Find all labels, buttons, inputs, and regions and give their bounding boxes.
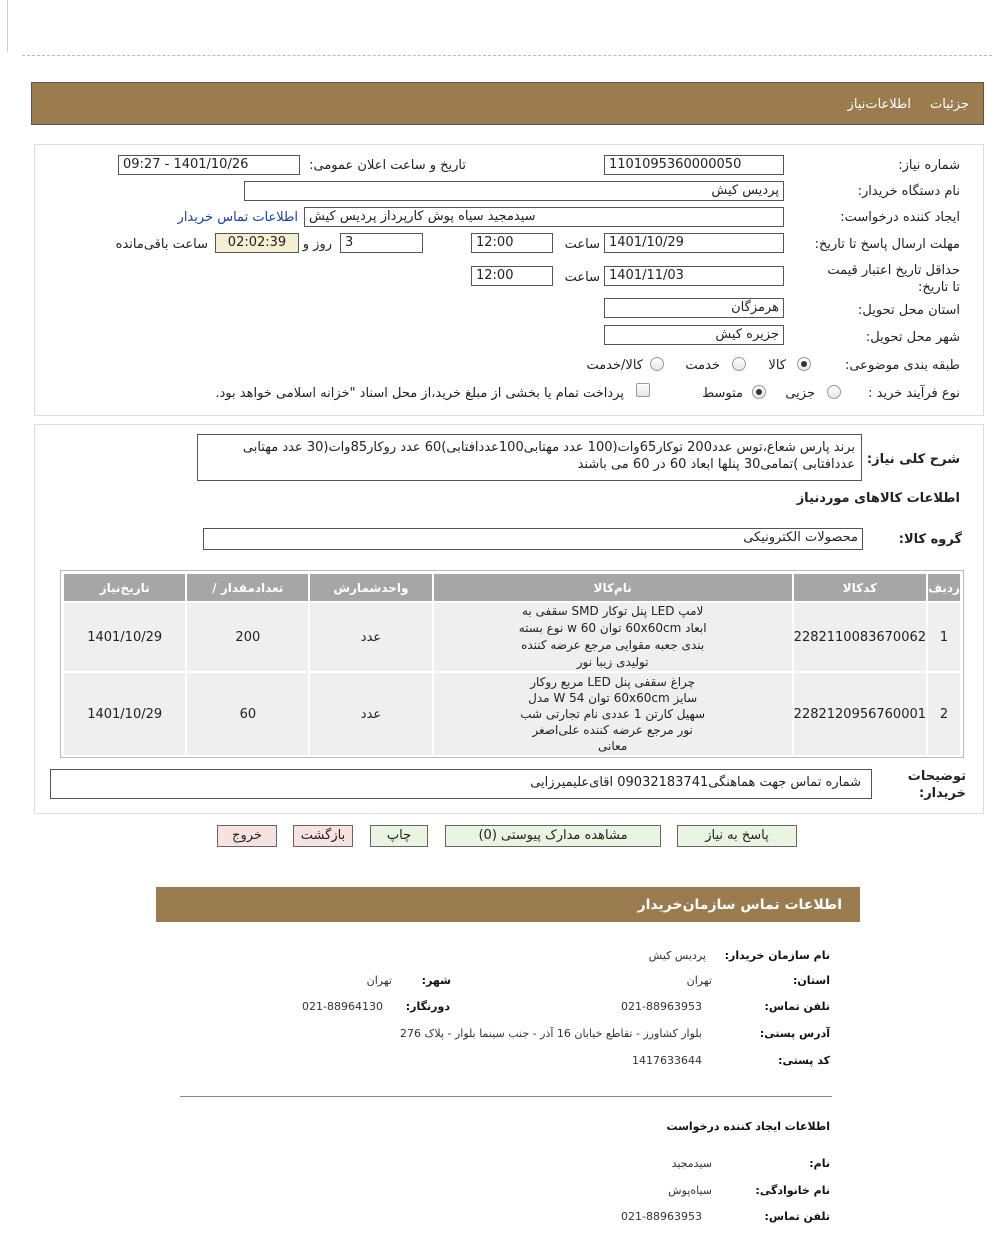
requester-last-label: نام خانوادگی: <box>755 1184 830 1197</box>
cat-goods-service-label: کالا/خدمت <box>586 358 643 373</box>
org-address-label: آدرس پستی: <box>759 1027 830 1040</box>
back-button[interactable]: بازگشت <box>293 825 353 847</box>
org-province: تهران <box>686 974 712 987</box>
deadline-time-field: 12:00 <box>471 233 553 253</box>
col-row-header: ردیف <box>927 573 961 602</box>
row-name-cell <box>433 602 793 672</box>
validity-date-field: 1401/11/03 <box>604 266 784 286</box>
org-postal-label: کد پستی: <box>778 1054 830 1067</box>
org-fax: 021-88964130 <box>302 1000 383 1013</box>
remaining-label: ساعت باقی‌مانده <box>115 237 208 252</box>
goods-table <box>62 572 962 757</box>
requester-phone-label: تلفن تماس: <box>764 1210 830 1223</box>
org-contact-header <box>156 887 860 922</box>
org-address: بلوار کشاورز - تقاطع خیابان 16 آذر - جنب سینما بلوار - پلاک 276 <box>400 1027 702 1040</box>
org-name: پردیس کیش <box>648 949 706 962</box>
buyer-org-field: پردیس کیش <box>244 181 784 201</box>
creator-field: سیدمجید سیاه پوش کارپرداز پردیس کیش <box>304 207 784 227</box>
proc-partial-label: جزیی <box>785 386 815 401</box>
summary-field: برند پارس شعاع،توس عدد200 توکار65وات(100 عدد مهتابی100عددافتابی)60 عدد روکار85وات(30 عدد مهتابی عددافتابی )تمامی30 پنلها ابعاد 60 در 60 می باشند <box>197 434 862 481</box>
cat-goods-service-radio[interactable] <box>650 357 664 371</box>
city-label: شهر محل تحویل: <box>865 330 960 345</box>
col-code-header: کدکالا <box>793 573 927 602</box>
org-name-label: نام سازمان خریدار: <box>724 949 830 962</box>
top-nav-bar <box>31 82 984 125</box>
row-date: 1401/10/29 <box>63 602 186 672</box>
announce-field: 1401/10/26 - 09:27 <box>118 155 300 175</box>
print-button[interactable]: چاپ <box>370 825 428 847</box>
row-code: 2282120956760001 <box>793 672 927 756</box>
col-name-header: نام‌کالا <box>433 573 793 602</box>
buyer-notes-label: توضیحات خریدار: <box>907 769 966 801</box>
summary-label: شرح کلی نیاز: <box>866 452 960 467</box>
category-label: طبقه بندی موضوعی: <box>844 358 960 373</box>
org-city: تهران <box>366 974 392 987</box>
requester-first-label: نام: <box>809 1157 830 1170</box>
reply-button[interactable]: پاسخ به نیاز <box>677 825 797 847</box>
validity-hour-label: ساعت <box>564 270 600 285</box>
days-label: روز و <box>302 237 332 252</box>
exit-button[interactable]: خروج <box>217 825 277 847</box>
city-field: جزیره کیش <box>604 325 784 345</box>
requester-phone: 021-88963953 <box>621 1210 702 1223</box>
cat-service-radio[interactable] <box>732 357 746 371</box>
row-unit: عدد <box>309 672 432 756</box>
row-unit: عدد <box>309 602 432 672</box>
org-phone: 021-88963953 <box>621 1000 702 1013</box>
deadline-date-field: 1401/10/29 <box>604 233 784 253</box>
treasury-checkbox[interactable] <box>636 383 650 397</box>
need-number-label: شماره نیاز: <box>898 158 960 173</box>
col-qty-header: تعدادمقدار / <box>186 573 309 602</box>
treasury-note: پرداخت تمام یا بخشی از مبلغ خرید،از محل اسناد "خزانه اسلامی خواهد بود. <box>215 386 624 401</box>
table-row <box>63 602 961 672</box>
requester-title: اطلاعات ایجاد کننده درخواست <box>666 1120 830 1133</box>
creator-label: ایجاد کننده درخواست: <box>840 210 960 225</box>
row-index: 2 <box>927 672 961 756</box>
buyer-org-label: نام دستگاه خریدار: <box>857 184 960 199</box>
cat-service-label: خدمت <box>685 358 720 373</box>
goods-info-title: اطلاعات کالاهای موردنیاز <box>796 491 960 506</box>
row-name-cell <box>433 672 793 756</box>
attachments-button[interactable]: مشاهده مدارک پیوستی (0) <box>445 825 661 847</box>
goods-group-label: گروه کالا: <box>898 532 962 547</box>
tab-need-info[interactable]: اطلاعات‌نیاز <box>847 97 911 112</box>
province-label: استان محل تحویل: <box>858 303 960 318</box>
col-date-header: تاریخ‌نیاز <box>63 573 186 602</box>
org-fax-label: دورنگار: <box>405 1000 450 1013</box>
proc-medium-label: متوسط <box>702 386 743 401</box>
org-province-label: استان: <box>793 974 830 987</box>
cat-goods-radio[interactable] <box>797 357 811 371</box>
row-qty: 60 <box>186 672 309 756</box>
top-divider <box>22 55 992 56</box>
requester-first: سیدمجید <box>671 1157 712 1170</box>
province-field: هرمزگان <box>604 298 784 318</box>
validity-label: حداقل تاریخ اعتبار قیمت تا تاریخ: <box>827 263 960 295</box>
row-date: 1401/10/29 <box>63 672 186 756</box>
row-code: 2282110083670062 <box>793 602 927 672</box>
section-divider <box>180 1096 832 1097</box>
buyer-notes-field: شماره تماس جهت هماهنگی09032183741 اقای‌علیمیرزایی <box>50 769 872 799</box>
cat-goods-label: کالا <box>768 358 786 373</box>
row-qty: 200 <box>186 602 309 672</box>
deadline-label: مهلت ارسال پاسخ تا تاریخ: <box>814 237 960 252</box>
requester-last: سیاه‌پوش <box>668 1184 712 1197</box>
validity-time-field: 12:00 <box>471 266 553 286</box>
announce-label: تاریخ و ساعت اعلان عمومی: <box>309 158 466 173</box>
col-unit-header: واحدشمارش <box>309 573 432 602</box>
days-field: 3 <box>340 233 423 253</box>
goods-group-field: محصولات الکترونیکی <box>203 528 863 550</box>
proc-medium-radio[interactable] <box>752 385 766 399</box>
process-label: نوع فرآیند خرید : <box>868 386 960 401</box>
left-border <box>7 0 8 52</box>
org-postal: 1417633644 <box>632 1054 702 1067</box>
org-city-label: شهر: <box>421 974 451 987</box>
remaining-timer: 02:02:39 <box>215 233 299 253</box>
table-row <box>63 672 961 756</box>
org-contact-title: اطلاعات تماس سازمان‌خریدار <box>637 897 842 913</box>
buyer-contact-link[interactable]: اطلاعات تماس خریدار <box>177 210 298 225</box>
row-index: 1 <box>927 602 961 672</box>
org-phone-label: تلفن تماس: <box>764 1000 830 1013</box>
row-name: چراغ سقفی پنل LED مربع روکار سایز 60x60cm توان 54 W مدل سهیل کارتن 1 عددی نام تجارتی شب نور مرجع عرضه کننده علی‌اصغر معانی <box>520 675 706 753</box>
row-name: لامپ LED پنل توکار SMD سقفی به ابعاد 60x60cm توان 60 w نوع بسته بندی جعبه مقوایی مرجع عرضه کننده تولیدی زیبا نور <box>518 604 707 669</box>
need-number-field: 1101095360000050 <box>604 155 784 175</box>
deadline-hour-label: ساعت <box>564 237 600 252</box>
proc-partial-radio[interactable] <box>827 385 841 399</box>
tab-details[interactable]: جزئیات <box>930 97 969 112</box>
